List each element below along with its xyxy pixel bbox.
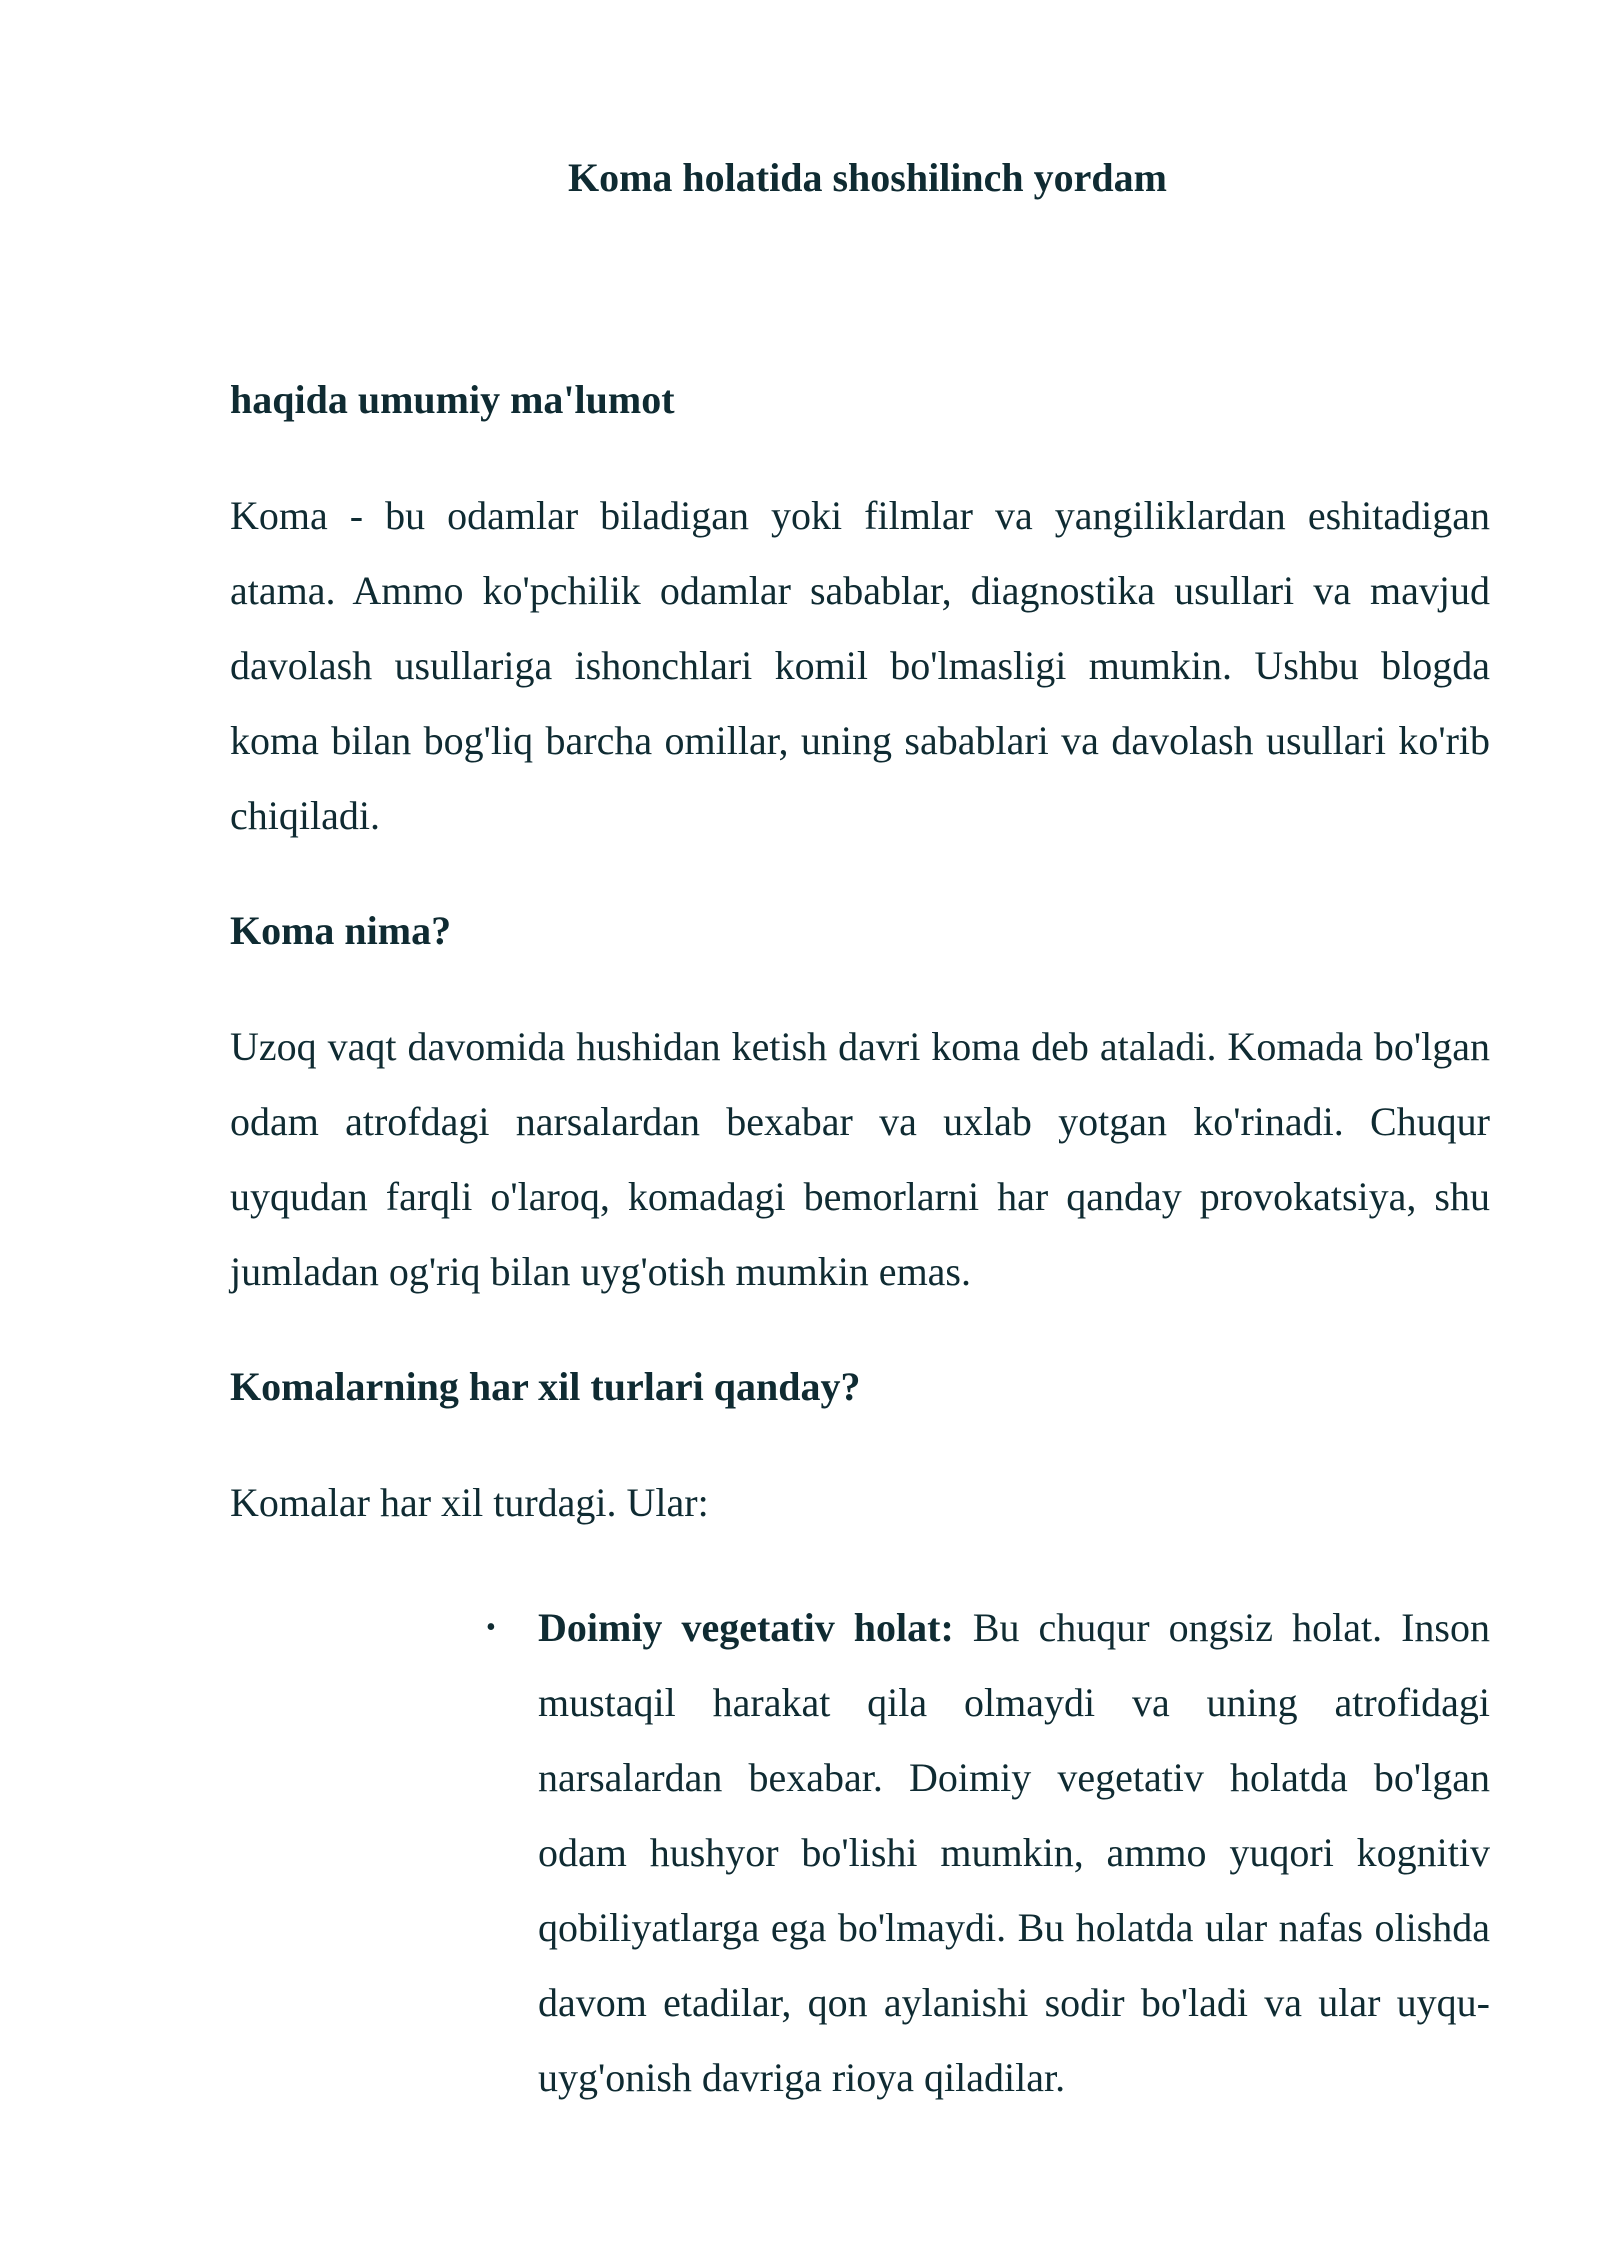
coma-types-list [230, 1590, 1490, 2115]
section-heading-what-is-coma: Koma nima? [230, 908, 452, 953]
list-item-text: Bu chuqur ongsiz holat. Inson mustaqil harakat qila olmaydi va uning atrofidagi narsalardan bexabar. Doimiy vegetativ holatda bo'lgan odam hushyor bo'lishi mumkin, ammo yuqori kognitiv qobiliyatlarga ega bo'lmaydi. Bu holatda ular nafas olishda davom etadilar, qon aylanishi sodir bo'ladi va ular uyqu-uyg'onish davriga rioya qiladilar. [538, 1605, 1490, 2100]
document-body [230, 372, 1490, 2115]
list-item [486, 1590, 1490, 2115]
section-paragraph-overview: Koma - bu odamlar biladigan yoki filmlar va yangiliklardan eshitadigan atama. Ammo ko'pchilik odamlar sabablar, diagnostika usullari va mavjud davolash usullariga ishonchlari komil bo'lmasligi mumkin. Ushbu blogda koma bilan bog'liq barcha omillar, uning sabablari va davolash usullari ko'rib chiqiladi. [230, 493, 1490, 838]
document-title: Koma holatida shoshilinch yordam [567, 155, 1167, 200]
section-paragraph-types-intro: Komalar har xil turdagi. Ular: [230, 1480, 709, 1525]
bullet-icon: • [486, 1612, 496, 1643]
section-paragraph-what-is-coma: Uzoq vaqt davomida hushidan ketish davri koma deb ataladi. Komada bo'lgan odam atrofdagi narsalardan bexabar va uxlab yotgan ko'rinadi. Chuqur uyqudan farqli o'laroq, komadagi bemorlarni har qanday provokatsiya, shu jumladan og'riq bilan uyg'otish mumkin emas. [230, 1024, 1490, 1294]
list-item-term: Doimiy vegetativ holat: [538, 1605, 954, 1650]
section-heading-coma-types: Komalarning har xil turlari qanday? [230, 1364, 861, 1409]
section-heading-overview: haqida umumiy ma'lumot [230, 377, 675, 422]
